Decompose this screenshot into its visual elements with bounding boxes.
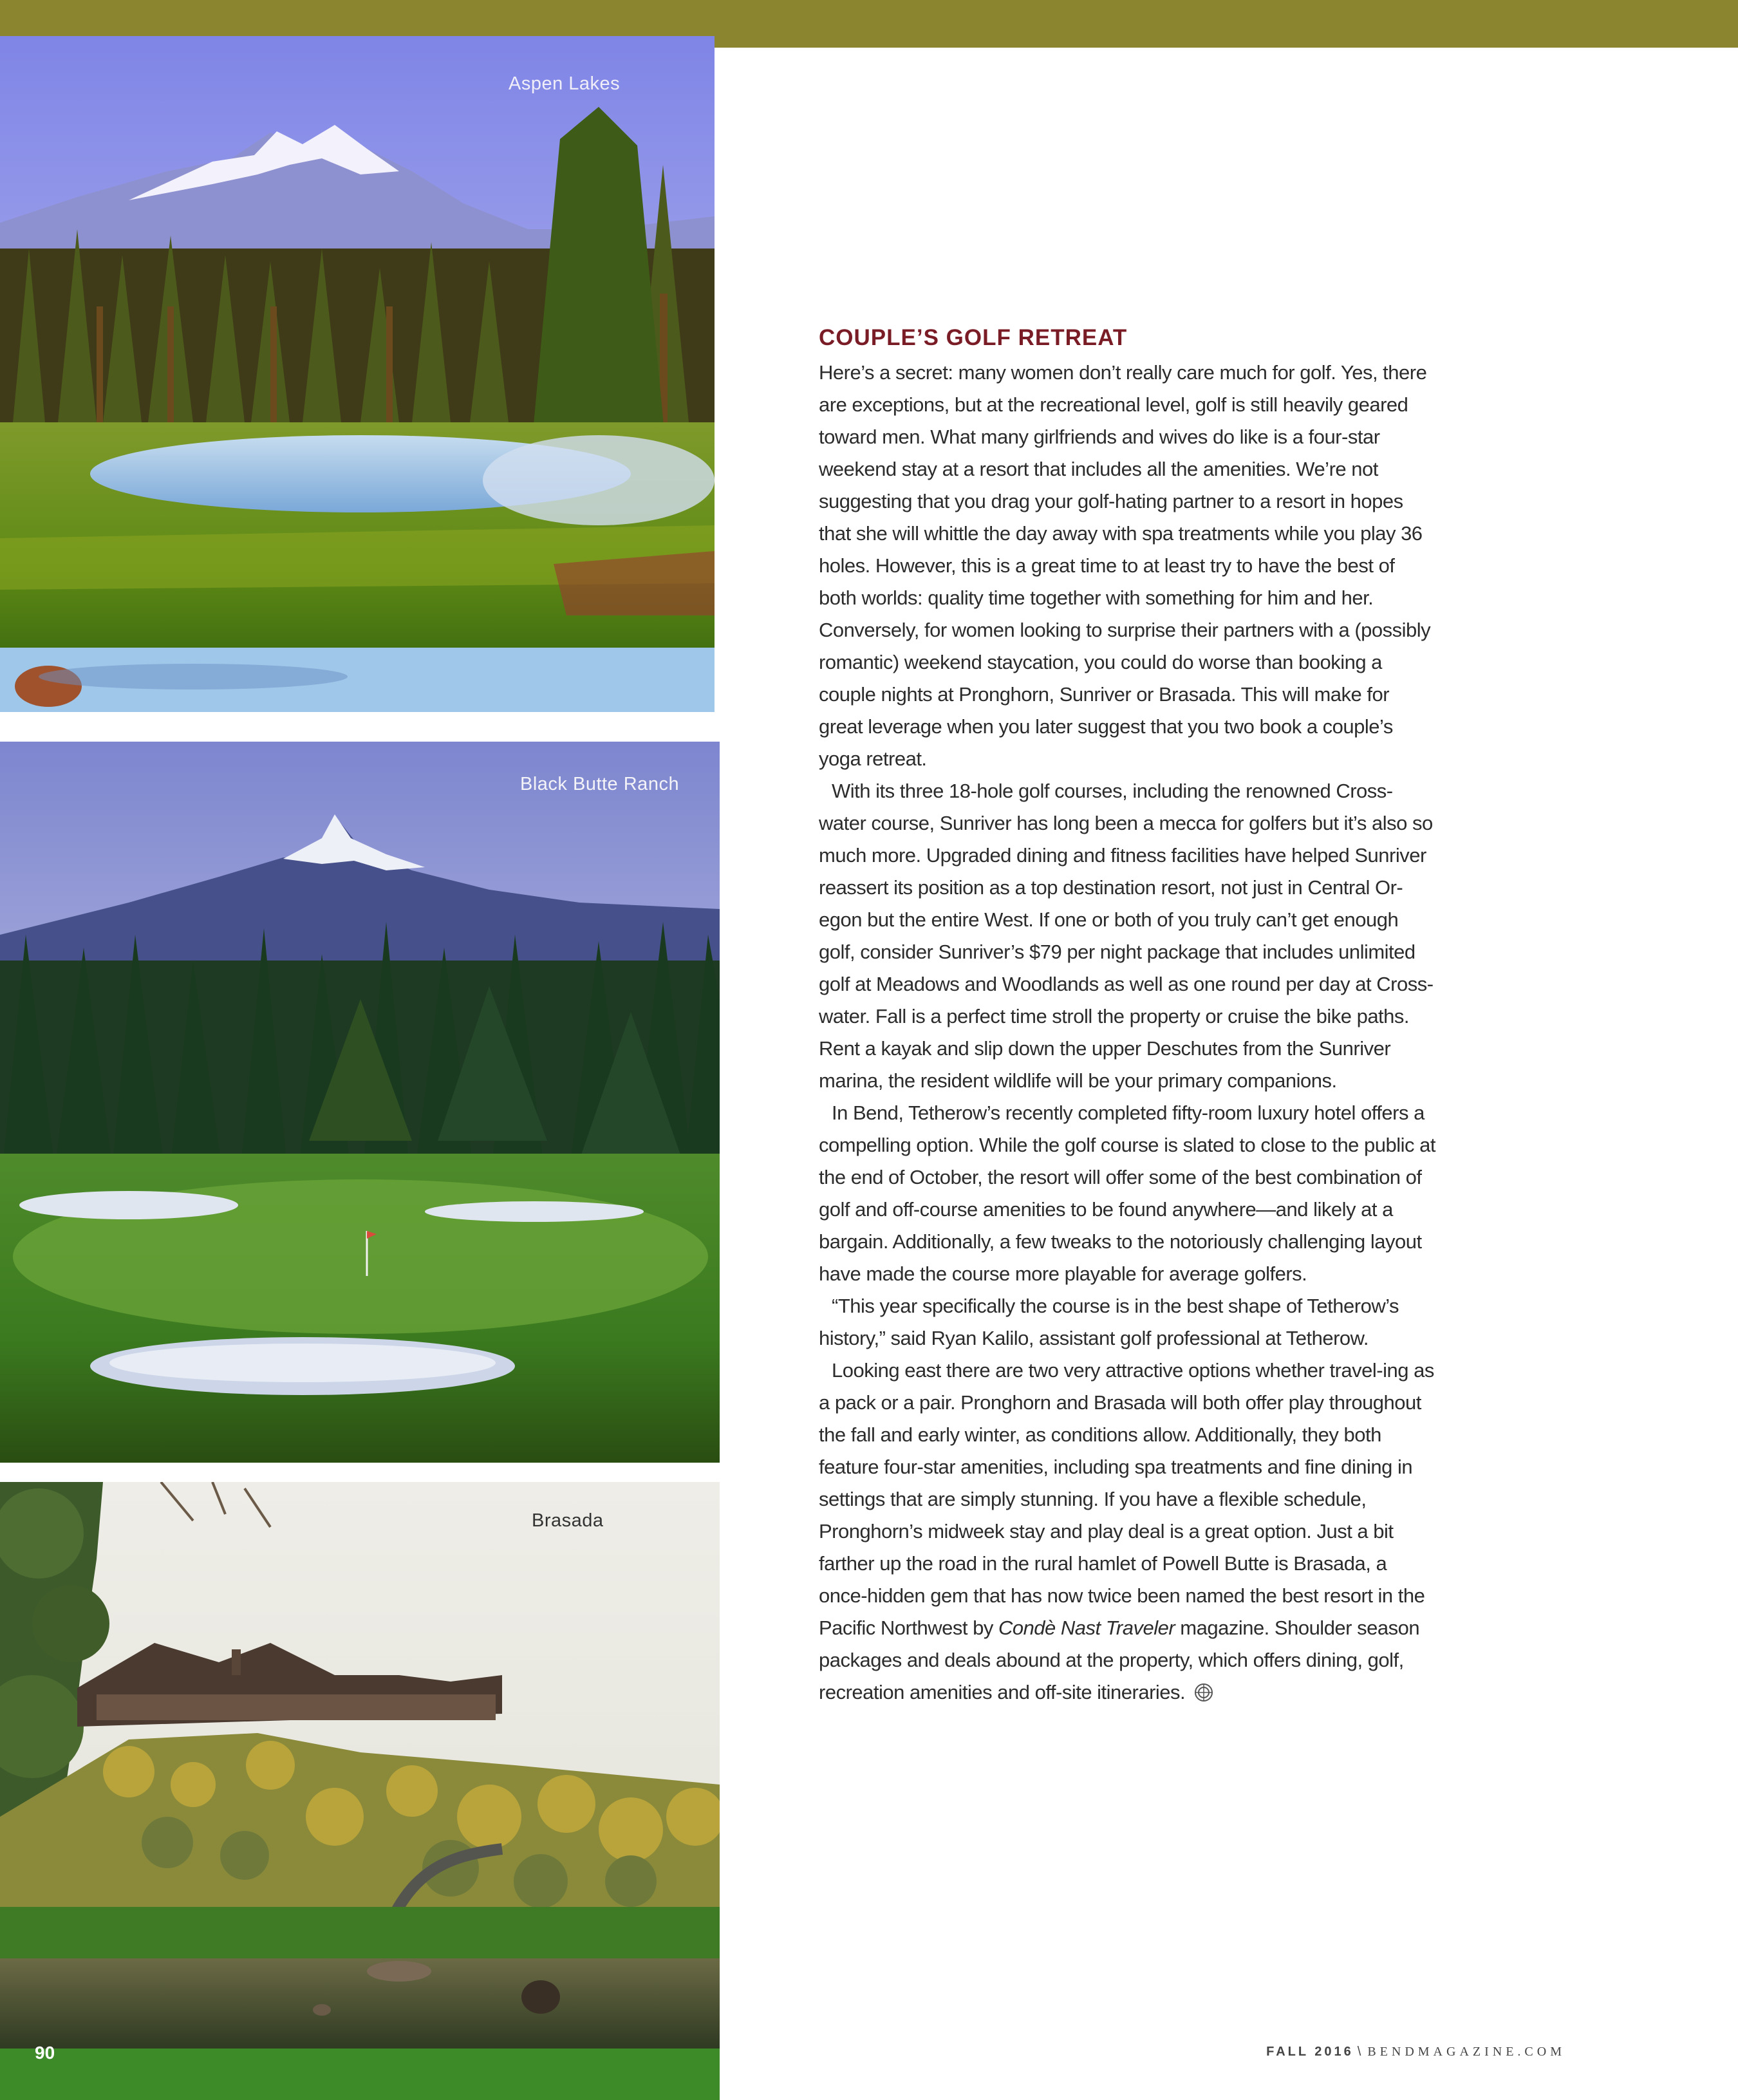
aspen-lakes-caption: Aspen Lakes: [509, 73, 621, 94]
article-paragraph-4: “This year specifically the course is in the best shape of Tetherow’s history,” said Ryan Kalilo, assistant golf professional at Tetherow.: [819, 1295, 1399, 1349]
black-butte-ranch-photo: [0, 742, 720, 1463]
article-paragraph-3: In Bend, Tetherow’s recently completed fifty-room luxury hotel offers a compelling option. While the golf course is slated to close to the public at the end of October, the resort will offer some of the best combination of golf and off-course amenities to be found anywhere—and likely at a bargain. Additionally, a few tweaks to the notoriously challenging layout have made the course more playable for average golfers.: [819, 1102, 1435, 1285]
footer-folio: [1266, 2045, 1565, 2059]
brasada-photo: [0, 1482, 720, 2100]
magazine-website: BENDMAGAZINE.COM: [1367, 2045, 1565, 2059]
article-paragraph-5: [819, 1355, 1437, 1709]
paragraph-5-text-start: Looking east there are two very attractive options whether travel-ing as a pack or a pair. Pronghorn and Brasada will both offer play throughout the fall and early winter, as conditions allow. Additionally, they both feature four-star amenities, including spa treatments and fine dining in settings that are simply stunning. If you have a flexible schedule, Pronghorn’s midweek stay and play deal is a great option. Just a bit farther up the road in the rural hamlet of Powell Butte is Brasada, a once-hidden gem that has now twice been named the best resort in the Pacific Northwest by: [819, 1359, 1434, 1639]
bend-magazine-seal-icon: [1194, 1683, 1213, 1702]
brasada-caption: Brasada: [532, 1510, 604, 1531]
aspen-lakes-scene: [0, 36, 715, 712]
article-column: [819, 322, 1437, 1709]
black-butte-ranch-scene: [0, 742, 720, 1463]
page-number: 90: [35, 2043, 55, 2063]
folio-separator: \: [1357, 2045, 1364, 2059]
publication-name: Condè Nast Traveler: [998, 1617, 1175, 1639]
article-paragraph-1: Here’s a secret: many women don’t really care much for golf. Yes, there are exceptions, but at the recreational level, golf is still heavily geared toward men. What many girlfriends and wives do like is a four-star weekend stay at a resort that includes all the amenities. We’re not suggesting that you drag your golf-hating partner to a resort in hopes that she will whittle the day away with spa treatments while you play 36 holes. However, this is a great time to at least try to have the best of both worlds: quality time together with something for him and her. Conversely, for women looking to surprise their partners with a (possibly romantic) weekend staycation, you could do worse than booking a couple nights at Pronghorn, Sunriver or Brasada. This will make for great leverage when you later suggest that you two book a couple’s yoga retreat.: [819, 361, 1431, 770]
aspen-lakes-photo: [0, 36, 715, 712]
black-butte-ranch-caption: Black Butte Ranch: [520, 774, 680, 794]
issue-season: FALL 2016: [1266, 2045, 1354, 2059]
brasada-scene: [0, 1482, 720, 2100]
article-heading: COUPLE’S GOLF RETREAT: [819, 325, 1128, 350]
article-paragraph-2: With its three 18-hole golf courses, including the renowned Cross-water course, Sunriver has long been a mecca for golfers but it’s also so much more. Upgraded dining and fitness facilities have helped Sunriver reassert its position as a top destination resort, not just in Central Or-egon but the entire West. If one or both of you truly can’t get enough golf, consider Sunriver’s $79 per night package that includes unlimited golf at Meadows and Woodlands as well as one round per day at Cross-water. Fall is a perfect time stroll the property or cruise the bike paths. Rent a kayak and slip down the upper Deschutes from the Sunriver marina, the resident wildlife will be your primary companions.: [819, 780, 1434, 1092]
paragraph-5-text-end: magazine. Shoulder season packages and deals abound at the property, which offers dining, golf, recreation amenities and off-site itineraries.: [819, 1617, 1420, 1703]
